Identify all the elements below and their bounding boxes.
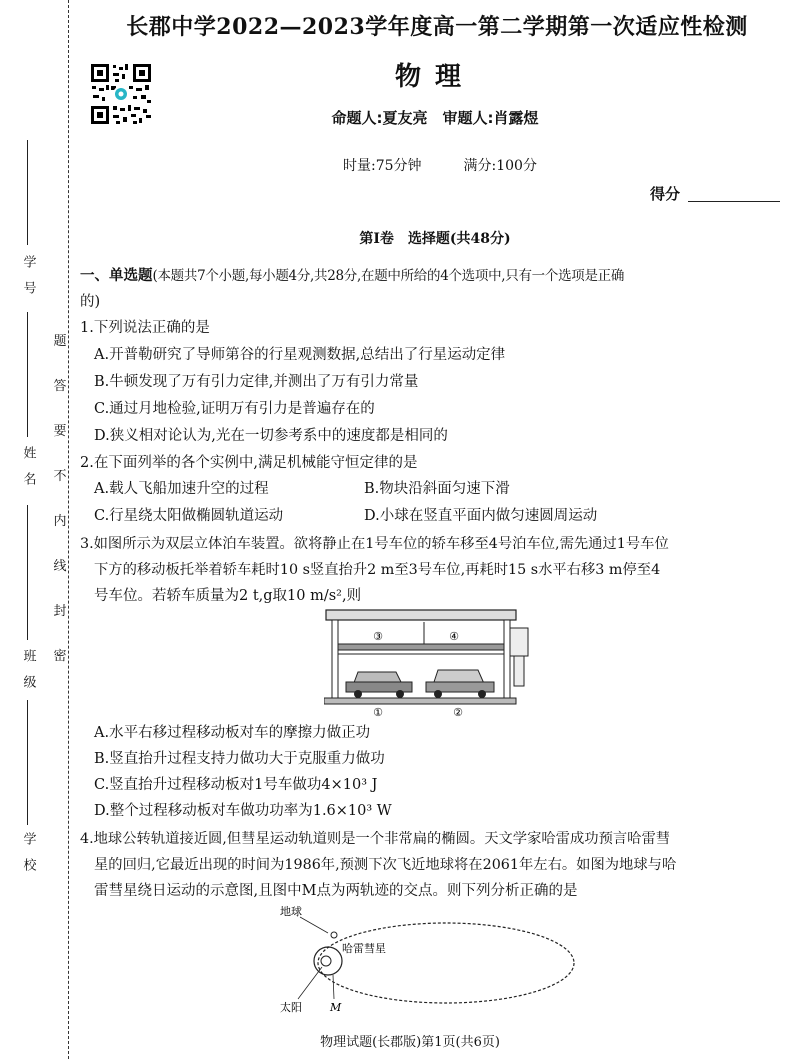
question-stem: 4.地球公转轨道接近圆,但彗星运动轨道则是一个非常扁的椭圆。天文学家哈雷成功预言哈雷彗 [80, 831, 671, 847]
seal-char: 要 [53, 424, 67, 439]
page-footer: 物理试题(长郡版)第1页(共6页) [320, 1035, 500, 1050]
class-field[interactable] [27, 505, 28, 640]
qr-code[interactable] [89, 62, 153, 126]
orbit-figure [278, 903, 580, 1025]
question-stem: 2.在下面列举的各个实例中,满足机械能守恒定律的是 [80, 455, 418, 471]
score-blank[interactable] [688, 201, 780, 202]
slot-4-label [449, 630, 459, 643]
question-stem: 号车位。若轿车质量为2 t,g取10 m/s²,则 [94, 588, 362, 604]
student-id-label: 学 号 [20, 255, 36, 294]
section-title: 第Ⅰ卷 选择题(共48分) [359, 231, 511, 247]
subject-title: 物理 [394, 62, 475, 92]
svg-text:②: ② [453, 706, 463, 719]
option-a[interactable]: A.水平右移过程移动板对车的摩擦力做正功 [94, 725, 371, 741]
svg-text:哈雷彗星: 哈雷彗星 [342, 942, 386, 955]
name-field[interactable] [27, 312, 28, 437]
question-stem: 1.下列说法正确的是 [80, 320, 210, 336]
halley-label [342, 941, 386, 955]
school-label: 学 校 [20, 832, 36, 871]
option-d[interactable]: D.整个过程移动板对车做功功率为1.6×10³ W [94, 803, 392, 819]
option-c[interactable]: C.行星绕太阳做椭圆轨道运动 [94, 508, 284, 524]
question-stem: 星的回归,它最近出现的时间为1986年,预测下次飞近地球将在2061年左右。如图为地球与哈 [94, 857, 677, 873]
time-and-score-info: 时量:75分钟 满分:100分 [343, 158, 537, 174]
class-label: 班 级 [20, 649, 36, 688]
binding-dashed-line [68, 0, 69, 1059]
svg-text:太阳: 太阳 [280, 1001, 302, 1014]
slot-3-label [373, 630, 383, 643]
seal-char: 答 [53, 379, 67, 394]
earth-label [280, 904, 302, 918]
option-d[interactable]: D.小球在竖直平面内做匀速圆周运动 [364, 508, 598, 524]
instruction-line: 一、单选题(本题共7个小题,每小题4分,共28分,在题中所给的4个选项中,只有一个选项是正确 [80, 268, 625, 284]
score-label: 得分 [650, 185, 681, 203]
option-b[interactable]: B.物块沿斜面匀速下滑 [364, 481, 510, 497]
svg-text:④: ④ [449, 630, 459, 643]
slot-1-label [373, 706, 383, 719]
option-b[interactable]: B.竖直抬升过程支持力做功大于克服重力做功 [94, 751, 385, 767]
seal-char: 内 [53, 514, 67, 529]
option-c[interactable]: C.竖直抬升过程移动板对1号车做功4×10³ J [94, 777, 378, 793]
seal-char: 线 [53, 559, 67, 574]
question-stem: 雷彗星绕日运动的示意图,且图中M点为两轨迹的交点。则下列分析正确的是 [94, 883, 578, 899]
svg-text:M: M [330, 1001, 342, 1014]
exam-title: 长郡中学2022—2023学年度高一第二学期第一次适应性检测 [126, 14, 748, 40]
svg-text:地球: 地球 [280, 905, 302, 918]
authors-line: 命题人:夏友亮 审题人:肖露煜 [331, 109, 539, 127]
option-a[interactable]: A.开普勒研究了导师第谷的行星观测数据,总结出了行星运动定律 [94, 347, 506, 363]
svg-text:①: ① [373, 706, 383, 719]
instruction-line: 的) [80, 294, 101, 310]
svg-text:③: ③ [373, 630, 383, 643]
question-stem: 3.如图所示为双层立体泊车装置。欲将静止在1号车位的轿车移至4号泊车位,需先通过1号车位 [80, 536, 669, 552]
sun-label [280, 1000, 302, 1014]
seal-char: 不 [53, 469, 67, 484]
slot-2-label [453, 706, 463, 719]
student-id-field[interactable] [27, 140, 28, 245]
point-m-label [329, 1001, 342, 1014]
school-field[interactable] [27, 700, 28, 825]
option-b[interactable]: B.牛顿发现了万有引力定律,并测出了万有引力常量 [94, 374, 419, 390]
option-c[interactable]: C.通过月地检验,证明万有引力是普遍存在的 [94, 401, 375, 417]
option-d[interactable]: D.狭义相对论认为,光在一切参考系中的速度都是相同的 [94, 428, 448, 444]
seal-char: 题 [53, 334, 67, 349]
option-a[interactable]: A.载人飞船加速升空的过程 [94, 481, 269, 497]
seal-char: 封 [53, 604, 67, 619]
question-stem: 下方的移动板托举着轿车耗时10 s竖直抬升2 m至3号车位,再耗时15 s水平右移3 m停至4 [94, 562, 661, 578]
part-heading: 一、单选题 [80, 268, 153, 284]
name-label: 姓 名 [20, 446, 36, 485]
seal-char: 密 [53, 649, 67, 664]
parking-figure [324, 608, 540, 720]
